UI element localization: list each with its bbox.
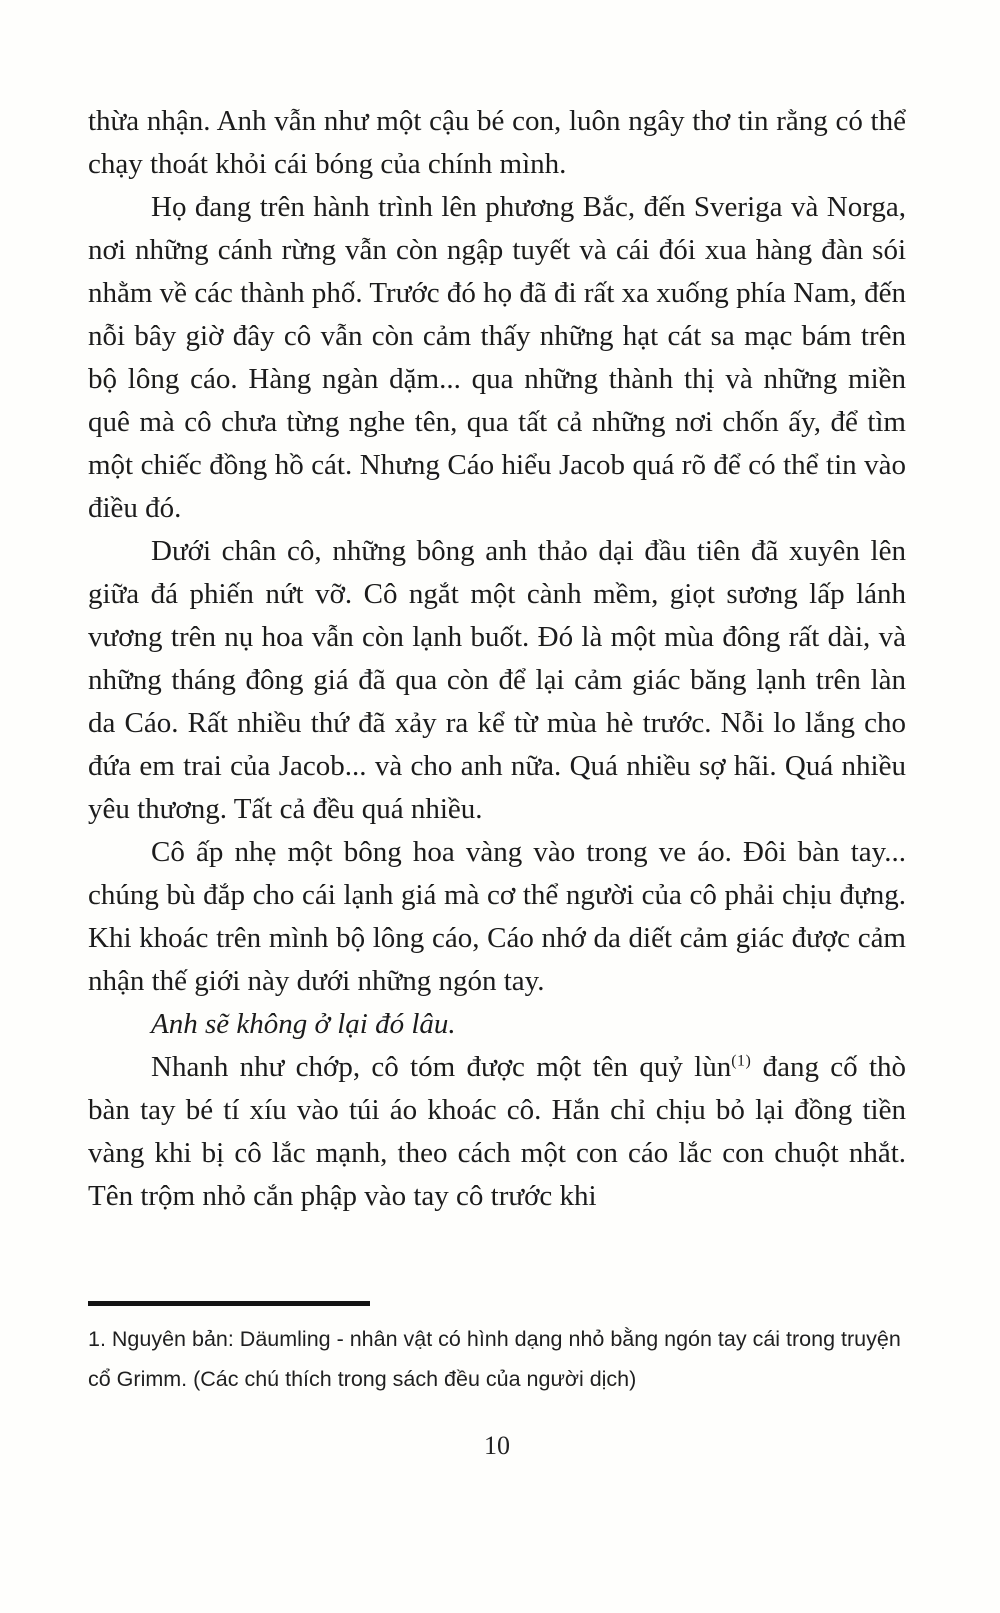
body-text (88, 100, 906, 1218)
page-number: 10 (484, 1431, 510, 1460)
paragraph-text: đang cố thò bàn tay bé tí xíu vào túi áo khoác cô. Hắn chỉ chịu bỏ lại đồng tiền vàng khi bị cô lắc mạnh, theo cách một con cáo lắc con chuột nhắt. Tên trộm nhỏ cắn phập vào tay cô trước khi (88, 1051, 906, 1212)
paragraph-with-footnote (88, 1046, 906, 1218)
paragraph-continuation: thừa nhận. Anh vẫn như một cậu bé con, luôn ngây thơ tin rằng có thể chạy thoát khỏi cái bóng của chính mình. (88, 105, 906, 180)
paragraph-italic-thought: Anh sẽ không ở lại đó lâu. (151, 1008, 456, 1040)
paragraph: Dưới chân cô, những bông anh thảo dại đầu tiên đã xuyên lên giữa đá phiến nứt vỡ. Cô ngắt một cành mềm, giọt sương lấp lánh vương trên nụ hoa vẫn còn lạnh buốt. Đó là một mùa đông rất dài, và những tháng đông giá đã qua còn để lại cảm giác băng lạnh trên làn da Cáo. Rất nhiều thứ đã xảy ra kể từ mùa hè trước. Nỗi lo lắng cho đứa em trai của Jacob... và cho anh nữa. Quá nhiều sợ hãi. Quá nhiều yêu thương. Tất cả đều quá nhiều. (88, 535, 906, 825)
paragraph: Cô ấp nhẹ một bông hoa vàng vào trong ve áo. Đôi bàn tay... chúng bù đắp cho cái lạnh giá mà cơ thể người của cô phải chịu đựng. Khi khoác trên mình bộ lông cáo, Cáo nhớ da diết cảm giác được cảm nhận thế giới này dưới những ngón tay. (88, 836, 906, 997)
footnote-marker: (1) (731, 1052, 752, 1070)
footnote-text: 1. Nguyên bản: Däumling - nhân vật có hình dạng nhỏ bằng ngón tay cái trong truyện cổ Grimm. (Các chú thích trong sách đều của người dịch) (88, 1327, 901, 1391)
paragraph: Họ đang trên hành trình lên phương Bắc, đến Sveriga và Norga, nơi những cánh rừng vẫn còn ngập tuyết và cái đói xua hàng đàn sói nhằm về các thành phố. Trước đó họ đã đi rất xa xuống phía Nam, đến nỗi bây giờ đây cô vẫn còn cảm thấy những hạt cát sa mạc bám trên bộ lông cáo. Hàng ngàn dặm... qua những thành thị và những miền quê mà cô chưa từng nghe tên, qua tất cả những nơi chốn ấy, để tìm một chiếc đồng hồ cát. Nhưng Cáo hiểu Jacob quá rõ để có thể tin vào điều đó. (88, 191, 906, 524)
footnote-section (88, 1301, 906, 1399)
footnote-divider (88, 1301, 370, 1306)
paragraph-text: Nhanh như chớp, cô tóm được một tên quỷ lùn (151, 1051, 732, 1083)
